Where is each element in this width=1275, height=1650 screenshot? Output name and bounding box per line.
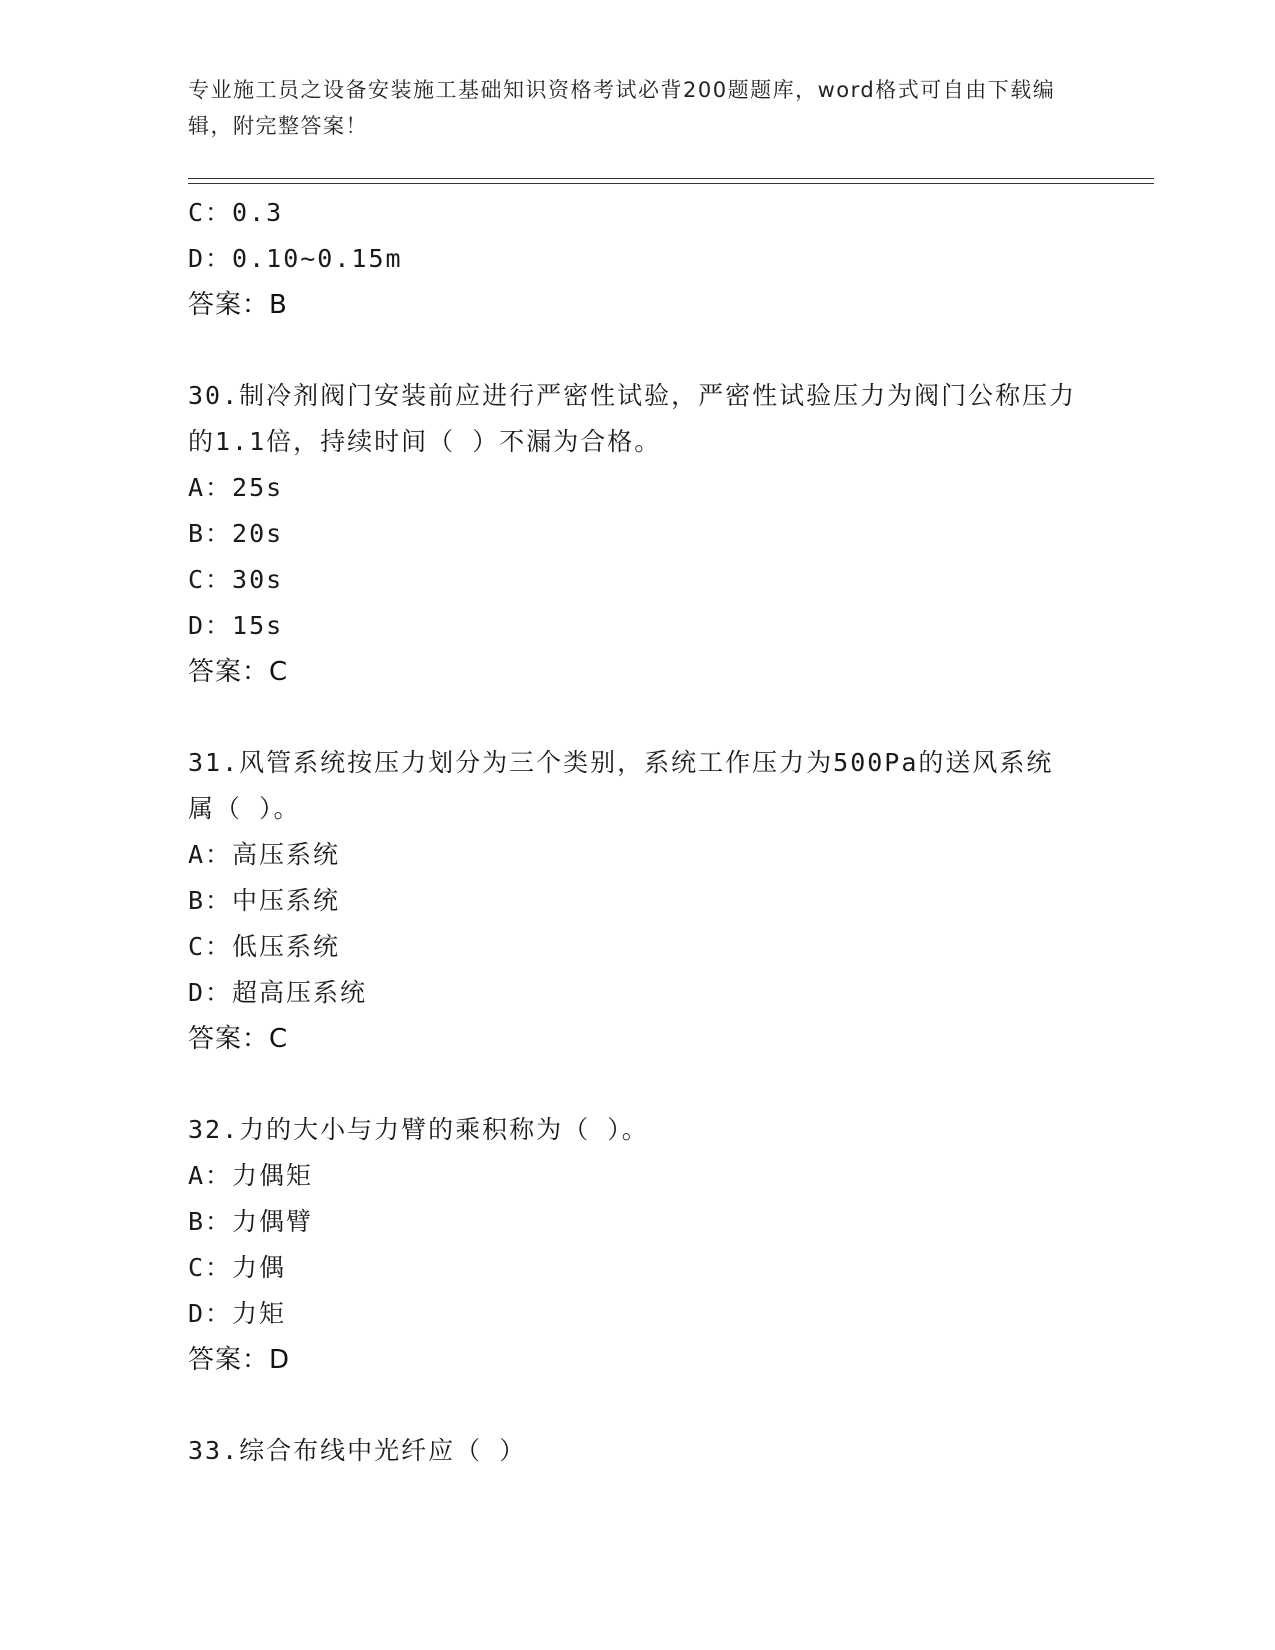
spacer [188,695,1088,740]
question-text: 30.制冷剂阀门安装前应进行严密性试验，严密性试验压力为阀门公称压力的1.1倍，持续时间（ ）不漏为合格。 [188,381,1077,456]
option-a: A：25s [188,473,284,502]
option-c: C：30s [188,565,284,594]
option-b: B：中压系统 [188,886,341,915]
spacer [188,328,1088,373]
question-30 [188,373,1088,695]
document-header: 专业施工员之设备安装施工基础知识资格考试必背200题题库，word格式可自由下载编辑，附完整答案！ [188,78,1056,138]
option-c: C：低压系统 [188,932,341,961]
option-b: B：力偶臂 [188,1207,314,1236]
question-text: 32.力的大小与力臂的乘积称为（ ）。 [188,1115,649,1144]
option-a: A：高压系统 [188,840,341,869]
spacer [188,1062,1088,1107]
answer-label: 答案：B [188,290,288,320]
option-b: B：20s [188,519,284,548]
spacer [188,1383,1088,1428]
header-divider-top [188,178,1154,179]
option-c: C：力偶 [188,1253,287,1282]
answer-label: 答案：C [188,657,289,687]
header-divider-bottom [188,183,1154,184]
option-a: A：力偶矩 [188,1161,314,1190]
option-d: D：15s [188,611,284,640]
option-d: D：0.10~0.15m [188,244,403,273]
answer-label: 答案：D [188,1345,291,1375]
question-32 [188,1107,1088,1383]
option-d: D：超高压系统 [188,978,368,1007]
question-29-tail [188,190,1088,328]
question-list [188,190,1088,1474]
question-31 [188,740,1088,1062]
question-text: 31.风管系统按压力划分为三个类别，系统工作压力为500Pa的送风系统属（ ）。 [188,748,1054,823]
option-c: C：0.3 [188,198,284,227]
question-33 [188,1428,1088,1474]
option-d: D：力矩 [188,1299,287,1328]
question-text: 33.综合布线中光纤应（ ） [188,1436,527,1465]
answer-label: 答案：C [188,1024,289,1054]
